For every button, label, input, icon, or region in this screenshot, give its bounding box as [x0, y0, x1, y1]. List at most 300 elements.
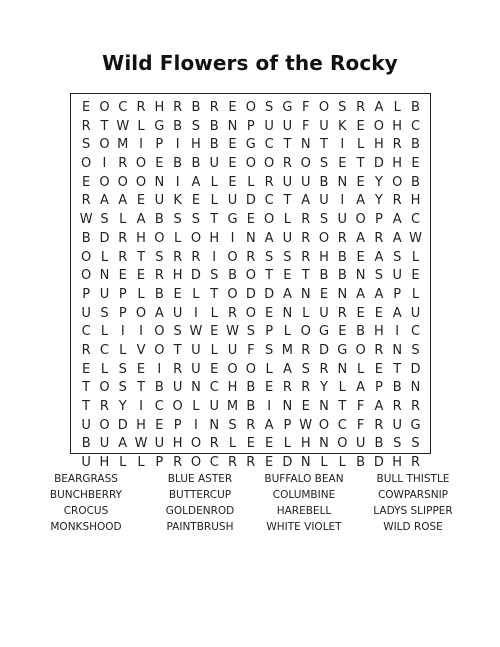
- grid-cell[interactable]: U: [319, 118, 329, 134]
- grid-cell[interactable]: O: [245, 361, 256, 377]
- grid-cell[interactable]: O: [264, 212, 275, 228]
- grid-cell[interactable]: R: [81, 342, 91, 358]
- grid-cell[interactable]: H: [191, 137, 201, 153]
- grid-cell[interactable]: A: [374, 399, 384, 414]
- grid-cell[interactable]: E: [82, 100, 91, 115]
- grid-cell[interactable]: S: [100, 305, 109, 321]
- grid-cell[interactable]: T: [173, 342, 182, 358]
- grid-cell[interactable]: H: [410, 193, 421, 209]
- grid-cell[interactable]: S: [173, 324, 182, 340]
- grid-cell[interactable]: O: [245, 100, 256, 115]
- grid-cell[interactable]: H: [319, 249, 329, 265]
- grid-cell[interactable]: N: [300, 455, 311, 471]
- grid-cell[interactable]: O: [99, 100, 110, 115]
- grid-cell[interactable]: U: [264, 118, 274, 134]
- grid-cell[interactable]: S: [100, 212, 109, 228]
- grid-cell[interactable]: H: [392, 455, 403, 471]
- grid-cell[interactable]: S: [191, 212, 201, 228]
- grid-cell[interactable]: P: [82, 286, 91, 302]
- grid-cell[interactable]: A: [356, 230, 366, 246]
- grid-cell[interactable]: O: [245, 305, 256, 321]
- grid-cell[interactable]: I: [139, 399, 143, 414]
- grid-cell[interactable]: T: [265, 268, 274, 284]
- grid-cell[interactable]: I: [175, 137, 180, 153]
- grid-cell[interactable]: R: [392, 193, 402, 209]
- grid-cell[interactable]: I: [340, 137, 345, 153]
- grid-cell[interactable]: H: [374, 137, 384, 153]
- grid-cell[interactable]: A: [392, 305, 402, 321]
- grid-cell[interactable]: I: [395, 324, 400, 340]
- grid-cell[interactable]: H: [172, 268, 183, 284]
- grid-cell[interactable]: E: [374, 361, 383, 377]
- grid-cell[interactable]: M: [117, 137, 129, 153]
- grid-cell[interactable]: B: [191, 100, 201, 115]
- grid-cell[interactable]: R: [282, 380, 292, 396]
- grid-cell[interactable]: O: [135, 174, 147, 190]
- grid-cell[interactable]: L: [338, 455, 346, 471]
- grid-cell[interactable]: C: [410, 118, 421, 134]
- grid-cell[interactable]: A: [136, 212, 146, 228]
- grid-cell[interactable]: B: [319, 174, 329, 190]
- grid-cell[interactable]: L: [174, 230, 182, 246]
- grid-cell[interactable]: L: [228, 436, 237, 452]
- grid-cell[interactable]: B: [154, 212, 164, 228]
- grid-cell[interactable]: L: [119, 455, 127, 471]
- grid-cell[interactable]: O: [190, 436, 202, 452]
- grid-cell[interactable]: L: [100, 361, 109, 377]
- grid-cell[interactable]: R: [410, 455, 421, 471]
- grid-cell[interactable]: U: [191, 342, 201, 358]
- grid-cell[interactable]: D: [245, 193, 256, 209]
- grid-cell[interactable]: B: [356, 455, 366, 471]
- grid-cell[interactable]: O: [99, 417, 110, 433]
- grid-cell[interactable]: Y: [320, 380, 328, 396]
- grid-cell[interactable]: B: [392, 380, 402, 396]
- grid-cell[interactable]: H: [392, 156, 403, 172]
- grid-cell[interactable]: L: [320, 455, 328, 471]
- grid-cell[interactable]: B: [154, 286, 164, 302]
- grid-cell[interactable]: O: [318, 417, 330, 433]
- grid-cell[interactable]: O: [227, 361, 238, 377]
- grid-cell[interactable]: U: [154, 436, 165, 452]
- grid-cell[interactable]: B: [81, 436, 91, 452]
- grid-cell[interactable]: U: [172, 380, 183, 396]
- grid-cell[interactable]: T: [137, 249, 146, 265]
- grid-cell[interactable]: R: [154, 268, 164, 284]
- grid-cell[interactable]: C: [209, 455, 219, 471]
- grid-cell[interactable]: E: [283, 268, 292, 284]
- grid-cell[interactable]: D: [373, 455, 384, 471]
- grid-cell[interactable]: F: [356, 417, 365, 433]
- grid-cell[interactable]: N: [282, 305, 293, 321]
- grid-cell[interactable]: N: [227, 118, 238, 134]
- grid-cell[interactable]: N: [154, 174, 165, 190]
- grid-cell[interactable]: S: [82, 137, 91, 153]
- grid-cell[interactable]: I: [120, 324, 125, 340]
- grid-cell[interactable]: O: [99, 380, 110, 396]
- grid-cell[interactable]: O: [190, 230, 202, 246]
- grid-cell[interactable]: E: [356, 305, 365, 321]
- grid-cell[interactable]: R: [264, 174, 274, 190]
- grid-cell[interactable]: B: [356, 324, 366, 340]
- grid-cell[interactable]: L: [137, 455, 145, 471]
- grid-cell[interactable]: N: [337, 286, 348, 302]
- grid-cell[interactable]: B: [228, 268, 237, 284]
- grid-cell[interactable]: N: [337, 174, 348, 190]
- grid-cell[interactable]: C: [81, 324, 91, 340]
- grid-cell[interactable]: N: [209, 417, 220, 433]
- grid-cell[interactable]: I: [157, 361, 162, 377]
- grid-cell[interactable]: U: [81, 417, 91, 433]
- grid-cell[interactable]: N: [245, 230, 256, 246]
- grid-cell[interactable]: U: [209, 156, 219, 172]
- grid-cell[interactable]: D: [264, 286, 275, 302]
- grid-cell[interactable]: N: [319, 436, 329, 452]
- grid-cell[interactable]: R: [301, 342, 311, 358]
- grid-cell[interactable]: L: [265, 361, 273, 377]
- grid-cell[interactable]: E: [118, 268, 127, 284]
- grid-cell[interactable]: E: [319, 286, 329, 302]
- grid-cell[interactable]: B: [374, 436, 384, 452]
- grid-cell[interactable]: N: [337, 361, 348, 377]
- grid-cell[interactable]: A: [356, 193, 366, 209]
- grid-cell[interactable]: O: [154, 342, 165, 358]
- grid-cell[interactable]: R: [337, 230, 347, 246]
- grid-cell[interactable]: T: [100, 118, 109, 134]
- grid-cell[interactable]: S: [319, 156, 329, 172]
- grid-cell[interactable]: C: [209, 380, 219, 396]
- grid-cell[interactable]: G: [245, 137, 256, 153]
- grid-cell[interactable]: O: [392, 174, 403, 190]
- grid-cell[interactable]: E: [265, 436, 274, 452]
- grid-cell[interactable]: L: [100, 324, 109, 340]
- grid-cell[interactable]: U: [81, 305, 91, 321]
- grid-cell[interactable]: O: [135, 305, 147, 321]
- grid-cell[interactable]: L: [137, 118, 145, 134]
- grid-cell[interactable]: N: [392, 342, 403, 358]
- grid-cell[interactable]: E: [210, 324, 219, 340]
- grid-cell[interactable]: I: [212, 249, 217, 265]
- grid-cell[interactable]: U: [282, 230, 293, 246]
- grid-cell[interactable]: W: [299, 417, 313, 433]
- grid-cell[interactable]: T: [283, 137, 292, 153]
- grid-cell[interactable]: C: [99, 342, 109, 358]
- grid-cell[interactable]: E: [301, 399, 310, 414]
- grid-cell[interactable]: U: [81, 455, 91, 471]
- grid-cell[interactable]: S: [374, 268, 384, 284]
- grid-cell[interactable]: B: [173, 118, 183, 134]
- grid-cell[interactable]: B: [411, 174, 420, 190]
- grid-cell[interactable]: S: [264, 249, 274, 265]
- grid-cell[interactable]: E: [374, 305, 383, 321]
- grid-cell[interactable]: U: [392, 417, 402, 433]
- grid-cell[interactable]: A: [374, 100, 384, 115]
- grid-cell[interactable]: H: [154, 100, 165, 115]
- grid-cell[interactable]: T: [393, 361, 402, 377]
- grid-cell[interactable]: R: [118, 249, 128, 265]
- grid-cell[interactable]: R: [209, 100, 219, 115]
- grid-cell[interactable]: D: [117, 417, 128, 433]
- grid-cell[interactable]: A: [264, 230, 274, 246]
- grid-cell[interactable]: B: [337, 268, 347, 284]
- grid-cell[interactable]: P: [265, 324, 274, 340]
- grid-cell[interactable]: H: [300, 436, 311, 452]
- grid-cell[interactable]: R: [228, 455, 238, 471]
- grid-cell[interactable]: P: [374, 212, 383, 228]
- grid-cell[interactable]: U: [282, 118, 293, 134]
- grid-cell[interactable]: E: [338, 324, 347, 340]
- grid-cell[interactable]: H: [374, 324, 384, 340]
- grid-cell[interactable]: T: [338, 399, 347, 414]
- grid-cell[interactable]: A: [301, 193, 311, 209]
- grid-cell[interactable]: D: [245, 286, 256, 302]
- grid-cell[interactable]: P: [374, 380, 383, 396]
- grid-cell[interactable]: B: [246, 399, 256, 414]
- grid-cell[interactable]: A: [374, 249, 384, 265]
- grid-cell[interactable]: C: [410, 212, 421, 228]
- grid-cell[interactable]: A: [264, 417, 274, 433]
- grid-cell[interactable]: D: [373, 156, 384, 172]
- grid-cell[interactable]: O: [81, 249, 92, 265]
- grid-cell[interactable]: N: [191, 380, 201, 396]
- grid-cell[interactable]: R: [374, 342, 384, 358]
- grid-cell[interactable]: R: [228, 305, 238, 321]
- grid-cell[interactable]: R: [246, 249, 256, 265]
- grid-cell[interactable]: E: [136, 361, 146, 377]
- grid-cell[interactable]: S: [319, 212, 329, 228]
- grid-cell[interactable]: A: [282, 361, 292, 377]
- grid-cell[interactable]: L: [393, 100, 401, 115]
- grid-cell[interactable]: C: [118, 100, 128, 115]
- grid-cell[interactable]: A: [282, 286, 292, 302]
- grid-cell[interactable]: R: [282, 156, 292, 172]
- grid-cell[interactable]: W: [226, 324, 239, 340]
- grid-cell[interactable]: U: [355, 436, 366, 452]
- grid-cell[interactable]: R: [136, 100, 146, 115]
- grid-cell[interactable]: S: [191, 118, 201, 134]
- grid-cell[interactable]: H: [136, 417, 146, 433]
- grid-cell[interactable]: S: [118, 361, 127, 377]
- grid-cell[interactable]: F: [301, 118, 310, 134]
- grid-cell[interactable]: O: [99, 174, 110, 190]
- grid-cell[interactable]: P: [118, 305, 127, 321]
- grid-cell[interactable]: F: [247, 342, 255, 358]
- grid-cell[interactable]: T: [301, 268, 310, 284]
- grid-cell[interactable]: E: [82, 361, 91, 377]
- grid-cell[interactable]: Y: [374, 193, 383, 209]
- grid-cell[interactable]: E: [210, 361, 219, 377]
- grid-cell[interactable]: P: [246, 118, 255, 134]
- grid-cell[interactable]: I: [267, 399, 272, 414]
- grid-cell[interactable]: R: [319, 361, 329, 377]
- grid-cell[interactable]: F: [301, 100, 310, 115]
- grid-cell[interactable]: N: [99, 268, 110, 284]
- grid-cell[interactable]: O: [227, 286, 238, 302]
- grid-cell[interactable]: I: [340, 193, 345, 209]
- grid-cell[interactable]: L: [119, 342, 127, 358]
- grid-cell[interactable]: P: [118, 286, 127, 302]
- grid-cell[interactable]: L: [119, 212, 127, 228]
- grid-cell[interactable]: B: [319, 268, 329, 284]
- grid-cell[interactable]: D: [190, 268, 201, 284]
- grid-cell[interactable]: T: [210, 286, 219, 302]
- grid-cell[interactable]: O: [300, 324, 311, 340]
- grid-cell[interactable]: O: [227, 249, 238, 265]
- grid-cell[interactable]: R: [392, 137, 402, 153]
- grid-cell[interactable]: T: [283, 193, 292, 209]
- grid-cell[interactable]: H: [99, 455, 110, 471]
- grid-cell[interactable]: U: [337, 212, 348, 228]
- grid-cell[interactable]: W: [79, 212, 93, 228]
- grid-cell[interactable]: R: [301, 380, 311, 396]
- grid-cell[interactable]: W: [409, 230, 422, 246]
- grid-cell[interactable]: S: [393, 249, 402, 265]
- grid-cell[interactable]: A: [356, 380, 366, 396]
- grid-cell[interactable]: L: [137, 286, 145, 302]
- grid-cell[interactable]: E: [155, 417, 164, 433]
- grid-cell[interactable]: U: [154, 193, 165, 209]
- grid-cell[interactable]: R: [246, 417, 256, 433]
- grid-cell[interactable]: T: [320, 137, 328, 153]
- grid-cell[interactable]: S: [264, 342, 274, 358]
- grid-cell[interactable]: S: [264, 100, 274, 115]
- grid-cell[interactable]: A: [356, 286, 366, 302]
- grid-cell[interactable]: S: [411, 436, 420, 452]
- grid-cell[interactable]: S: [301, 361, 310, 377]
- grid-cell[interactable]: O: [264, 156, 275, 172]
- grid-cell[interactable]: R: [118, 230, 128, 246]
- grid-cell[interactable]: L: [100, 249, 109, 265]
- grid-cell[interactable]: W: [116, 118, 130, 134]
- grid-cell[interactable]: R: [99, 399, 109, 414]
- grid-cell[interactable]: E: [191, 193, 201, 209]
- grid-cell[interactable]: A: [154, 305, 164, 321]
- grid-cell[interactable]: Y: [118, 399, 127, 414]
- grid-cell[interactable]: C: [410, 324, 421, 340]
- grid-cell[interactable]: L: [192, 399, 200, 414]
- grid-cell[interactable]: D: [410, 361, 421, 377]
- grid-cell[interactable]: R: [173, 455, 183, 471]
- grid-cell[interactable]: R: [392, 399, 402, 414]
- grid-cell[interactable]: P: [283, 417, 292, 433]
- grid-cell[interactable]: L: [411, 249, 420, 265]
- grid-cell[interactable]: E: [155, 156, 164, 172]
- grid-cell[interactable]: R: [81, 118, 91, 134]
- grid-cell[interactable]: I: [102, 156, 107, 172]
- grid-cell[interactable]: U: [319, 305, 329, 321]
- grid-cell[interactable]: A: [392, 230, 402, 246]
- grid-cell[interactable]: O: [318, 100, 330, 115]
- grid-cell[interactable]: E: [338, 156, 347, 172]
- grid-cell[interactable]: L: [210, 193, 218, 209]
- grid-cell[interactable]: U: [282, 174, 293, 190]
- grid-cell[interactable]: R: [337, 305, 347, 321]
- grid-cell[interactable]: O: [300, 156, 311, 172]
- grid-cell[interactable]: D: [99, 230, 110, 246]
- grid-cell[interactable]: O: [117, 174, 128, 190]
- grid-cell[interactable]: H: [227, 380, 238, 396]
- grid-cell[interactable]: H: [392, 118, 403, 134]
- grid-cell[interactable]: G: [154, 118, 165, 134]
- grid-cell[interactable]: L: [356, 361, 365, 377]
- grid-cell[interactable]: T: [82, 399, 91, 414]
- grid-cell[interactable]: R: [173, 100, 183, 115]
- grid-cell[interactable]: L: [283, 324, 292, 340]
- grid-cell[interactable]: K: [173, 193, 182, 209]
- grid-cell[interactable]: R: [356, 100, 366, 115]
- grid-cell[interactable]: N: [282, 399, 293, 414]
- grid-cell[interactable]: H: [172, 436, 183, 452]
- grid-cell[interactable]: T: [137, 380, 146, 396]
- grid-cell[interactable]: T: [356, 156, 365, 172]
- grid-cell[interactable]: S: [283, 249, 292, 265]
- grid-cell[interactable]: O: [154, 230, 165, 246]
- grid-cell[interactable]: A: [118, 193, 128, 209]
- grid-cell[interactable]: R: [301, 249, 311, 265]
- grid-cell[interactable]: P: [155, 455, 164, 471]
- grid-cell[interactable]: G: [410, 417, 421, 433]
- grid-cell[interactable]: R: [173, 249, 183, 265]
- grid-cell[interactable]: U: [300, 174, 311, 190]
- grid-cell[interactable]: N: [300, 286, 311, 302]
- grid-cell[interactable]: G: [227, 212, 238, 228]
- grid-cell[interactable]: T: [82, 380, 91, 396]
- grid-cell[interactable]: D: [282, 455, 293, 471]
- grid-cell[interactable]: O: [135, 156, 147, 172]
- grid-cell[interactable]: M: [281, 342, 294, 358]
- letter-grid[interactable]: [77, 99, 425, 473]
- grid-cell[interactable]: S: [246, 324, 255, 340]
- grid-cell[interactable]: R: [410, 399, 421, 414]
- grid-cell[interactable]: S: [228, 417, 237, 433]
- grid-cell[interactable]: C: [264, 193, 274, 209]
- grid-cell[interactable]: O: [172, 399, 183, 414]
- grid-cell[interactable]: U: [99, 286, 110, 302]
- grid-cell[interactable]: A: [392, 212, 402, 228]
- grid-cell[interactable]: O: [355, 212, 366, 228]
- grid-cell[interactable]: N: [355, 268, 366, 284]
- grid-cell[interactable]: L: [192, 286, 200, 302]
- grid-cell[interactable]: E: [356, 118, 365, 134]
- grid-cell[interactable]: E: [265, 305, 274, 321]
- grid-cell[interactable]: B: [209, 137, 219, 153]
- grid-cell[interactable]: A: [118, 436, 128, 452]
- grid-cell[interactable]: U: [191, 361, 201, 377]
- grid-cell[interactable]: O: [190, 455, 202, 471]
- grid-cell[interactable]: R: [374, 417, 384, 433]
- grid-cell[interactable]: I: [194, 417, 198, 433]
- grid-cell[interactable]: I: [139, 137, 143, 153]
- grid-cell[interactable]: Y: [374, 174, 383, 190]
- grid-cell[interactable]: O: [337, 436, 348, 452]
- grid-cell[interactable]: S: [411, 342, 420, 358]
- grid-cell[interactable]: O: [99, 137, 110, 153]
- grid-cell[interactable]: L: [338, 380, 346, 396]
- grid-cell[interactable]: U: [227, 193, 238, 209]
- grid-cell[interactable]: I: [194, 305, 198, 321]
- grid-cell[interactable]: E: [411, 268, 420, 284]
- grid-cell[interactable]: I: [175, 174, 180, 190]
- grid-cell[interactable]: N: [410, 380, 421, 396]
- grid-cell[interactable]: R: [246, 455, 256, 471]
- grid-cell[interactable]: B: [81, 230, 91, 246]
- grid-cell[interactable]: B: [154, 380, 164, 396]
- grid-cell[interactable]: U: [227, 342, 238, 358]
- grid-cell[interactable]: S: [210, 268, 219, 284]
- grid-cell[interactable]: E: [228, 100, 237, 115]
- grid-cell[interactable]: P: [155, 137, 164, 153]
- grid-cell[interactable]: M: [226, 399, 239, 414]
